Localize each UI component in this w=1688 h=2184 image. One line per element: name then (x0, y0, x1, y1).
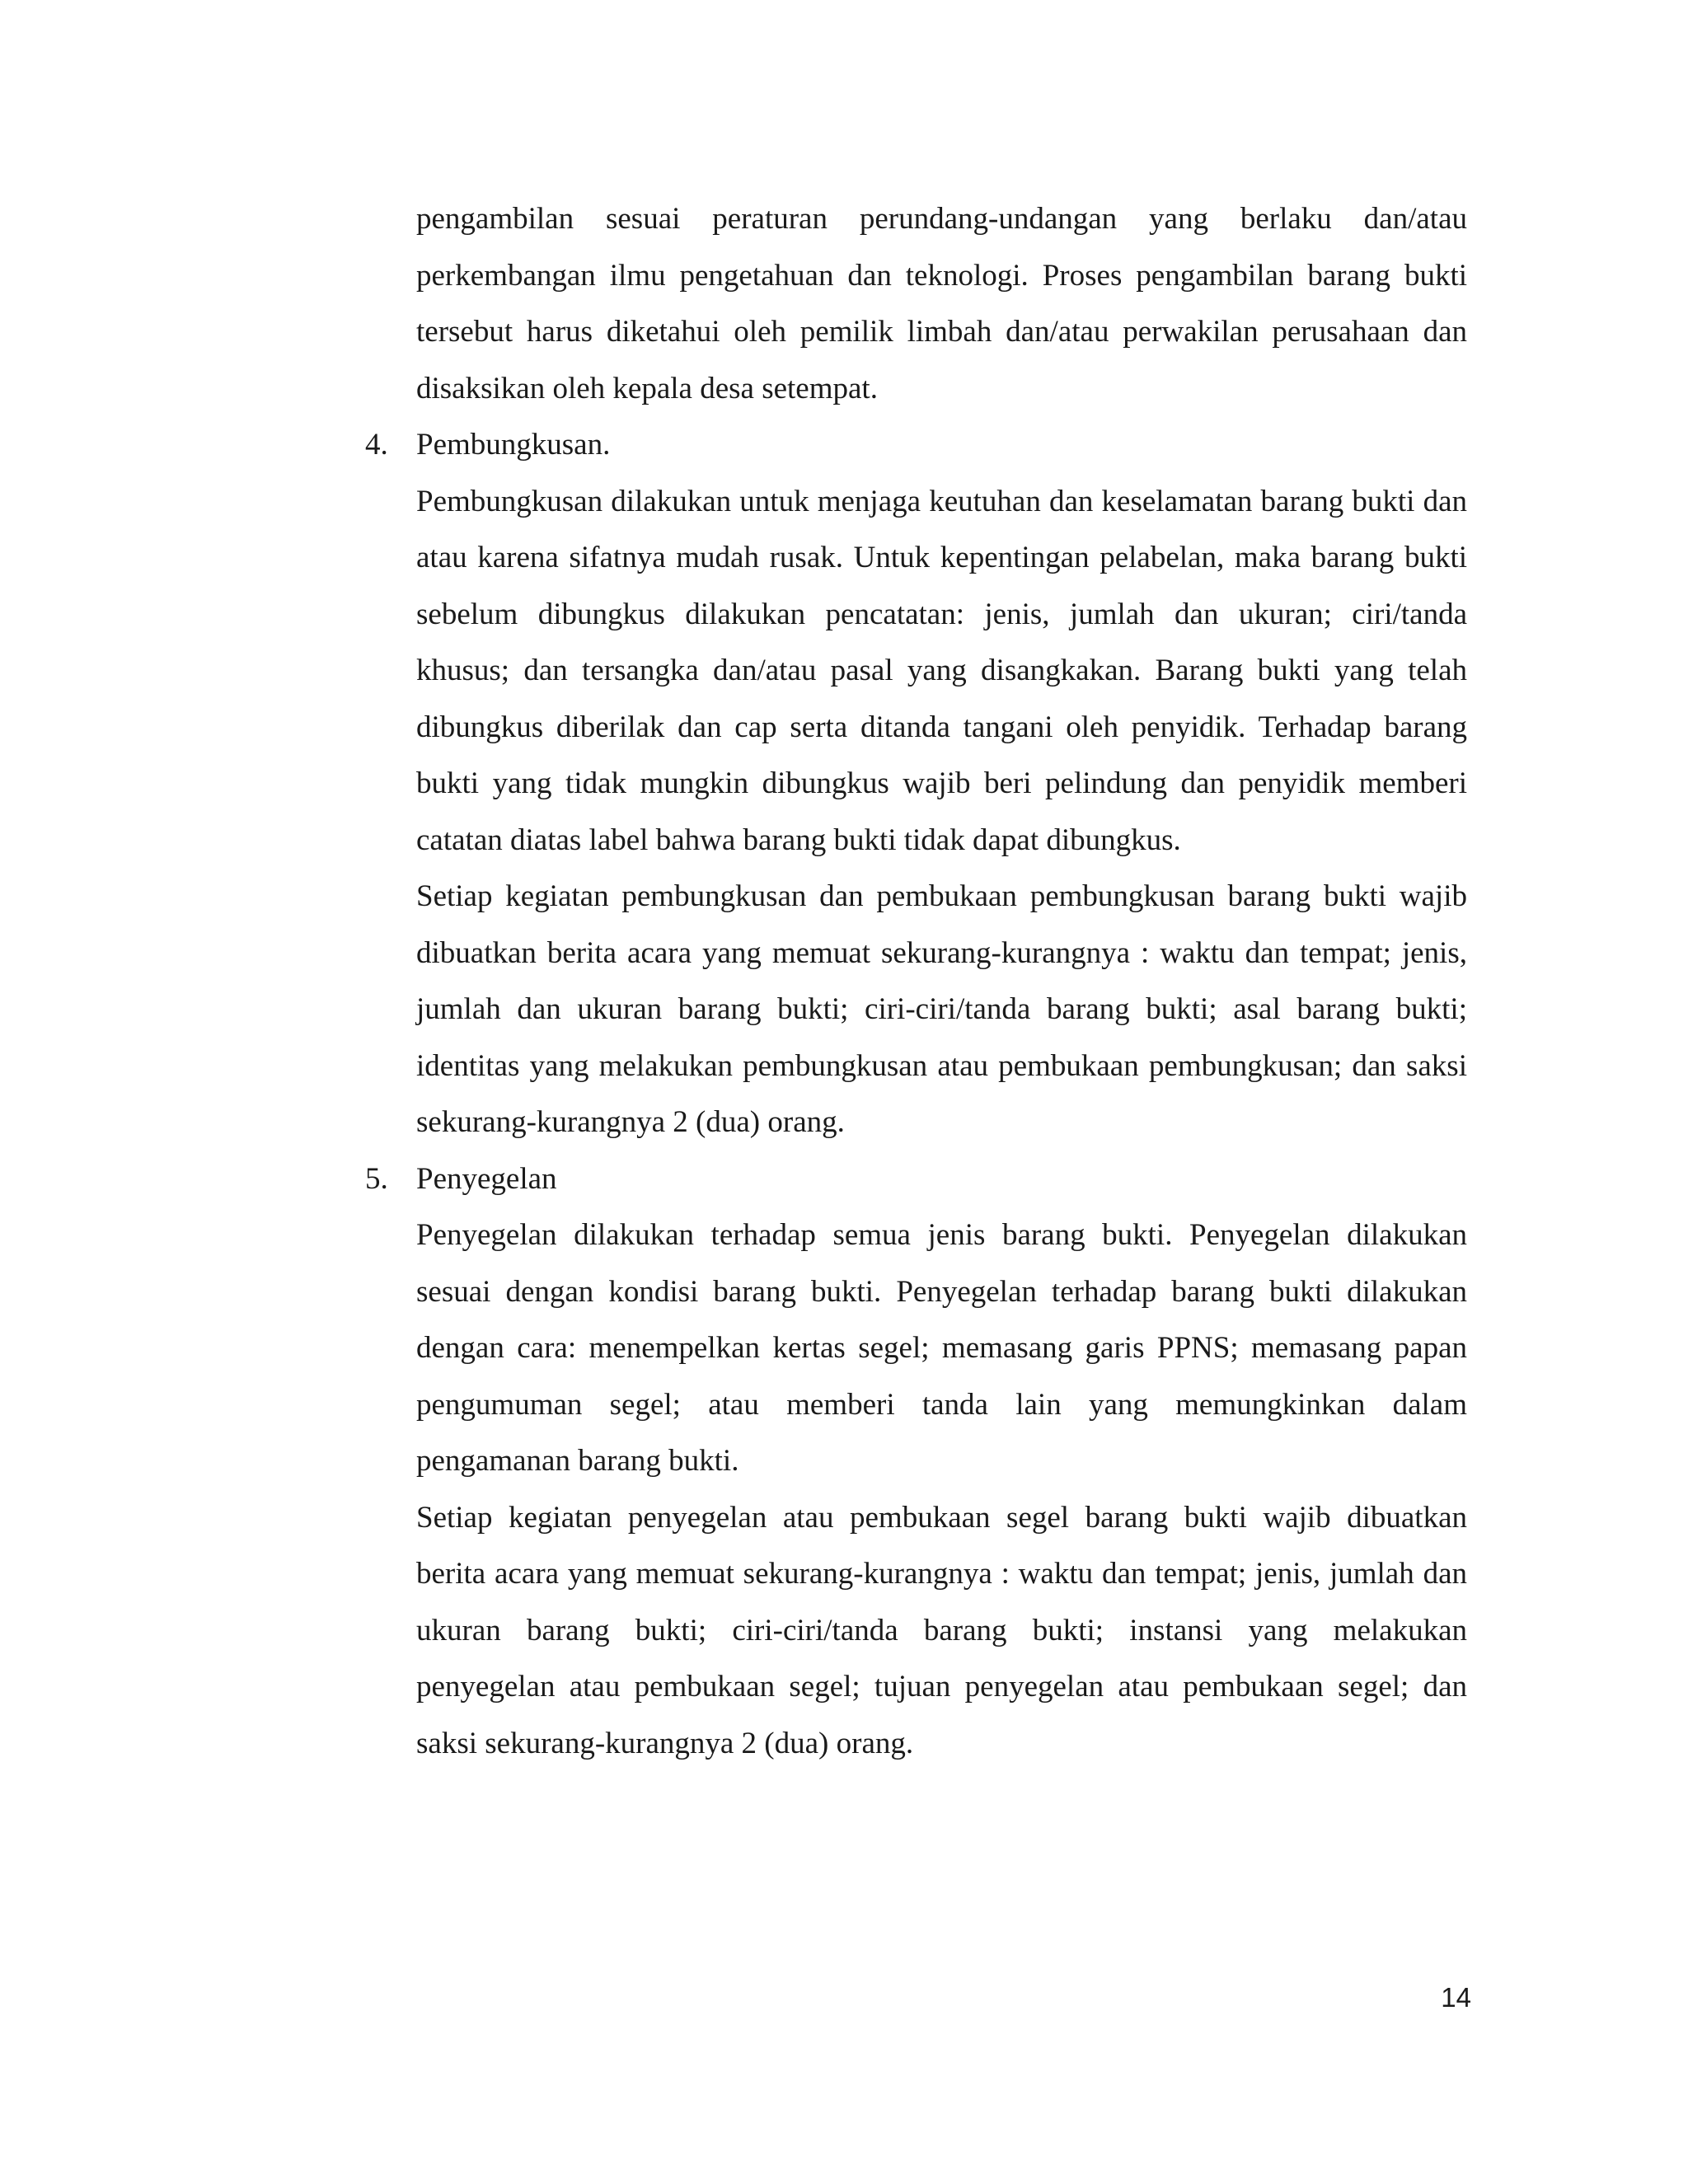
page-body (365, 191, 1467, 1772)
section-4-paragraph-1: Pembungkusan dilakukan untuk menjaga keutuhan dan keselamatan barang bukti dan atau karena sifatnya mudah rusak. Untuk kepentingan pelabelan, maka barang bukti sebelum dibungkus dilakukan pencatatan: jenis, jumlah dan ukuran; ciri/tanda khusus; dan tersangka dan/atau pasal yang disangkakan. Barang bukti yang telah dibungkus diberilak dan cap serta ditanda tangani oleh penyidik. Terhadap barang bukti yang tidak mungkin dibungkus wajib beri pelindung dan penyidik memberi catatan diatas label bahwa barang bukti tidak dapat dibungkus. (416, 484, 1467, 857)
intro-paragraph: pengambilan sesuai peraturan perundang-undangan yang berlaku dan/atau perkembangan ilmu pengetahuan dan teknologi. Proses pengambilan barang bukti tersebut harus diketahui oleh pemilik limbah dan/atau perwakilan perusahaan dan disaksikan oleh kepala desa setempat. (416, 202, 1467, 405)
section-4-heading (365, 417, 1467, 474)
page-number: 14 (1441, 1982, 1471, 2013)
section-5-paragraph-1: Penyegelan dilakukan terhadap semua jenis barang bukti. Penyegelan dilakukan sesuai dengan kondisi barang bukti. Penyegelan terhadap barang bukti dilakukan dengan cara: menempelkan kertas segel; memasang garis PPNS; memasang papan pengumuman segel; atau memberi tanda lain yang memungkinkan dalam pengamanan barang bukti. (416, 1218, 1467, 1478)
section-5-number: 5. (365, 1161, 388, 1196)
section-4-number: 4. (365, 428, 388, 462)
section-5-heading (365, 1151, 1467, 1208)
section-4-title: Pembungkusan. (416, 428, 611, 462)
section-5-title: Penyegelan (416, 1161, 557, 1196)
section-4-paragraph-2: Setiap kegiatan pembungkusan dan pembukaan pembungkusan barang bukti wajib dibuatkan berita acara yang memuat sekurang-kurangnya : waktu dan tempat; jenis, jumlah dan ukuran barang bukti; ciri-ciri/tanda barang bukti; asal barang bukti; identitas yang melakukan pembungkusan atau pembukaan pembungkusan; dan saksi sekurang-kurangnya 2 (dua) orang. (416, 879, 1467, 1139)
section-5-paragraph-2: Setiap kegiatan penyegelan atau pembukaan segel barang bukti wajib dibuatkan berita acara yang memuat sekurang-kurangnya : waktu dan tempat; jenis, jumlah dan ukuran barang bukti; ciri-ciri/tanda barang bukti; instansi yang melakukan penyegelan atau pembukaan segel; tujuan penyegelan atau pembukaan segel; dan saksi sekurang-kurangnya 2 (dua) orang. (416, 1500, 1467, 1760)
